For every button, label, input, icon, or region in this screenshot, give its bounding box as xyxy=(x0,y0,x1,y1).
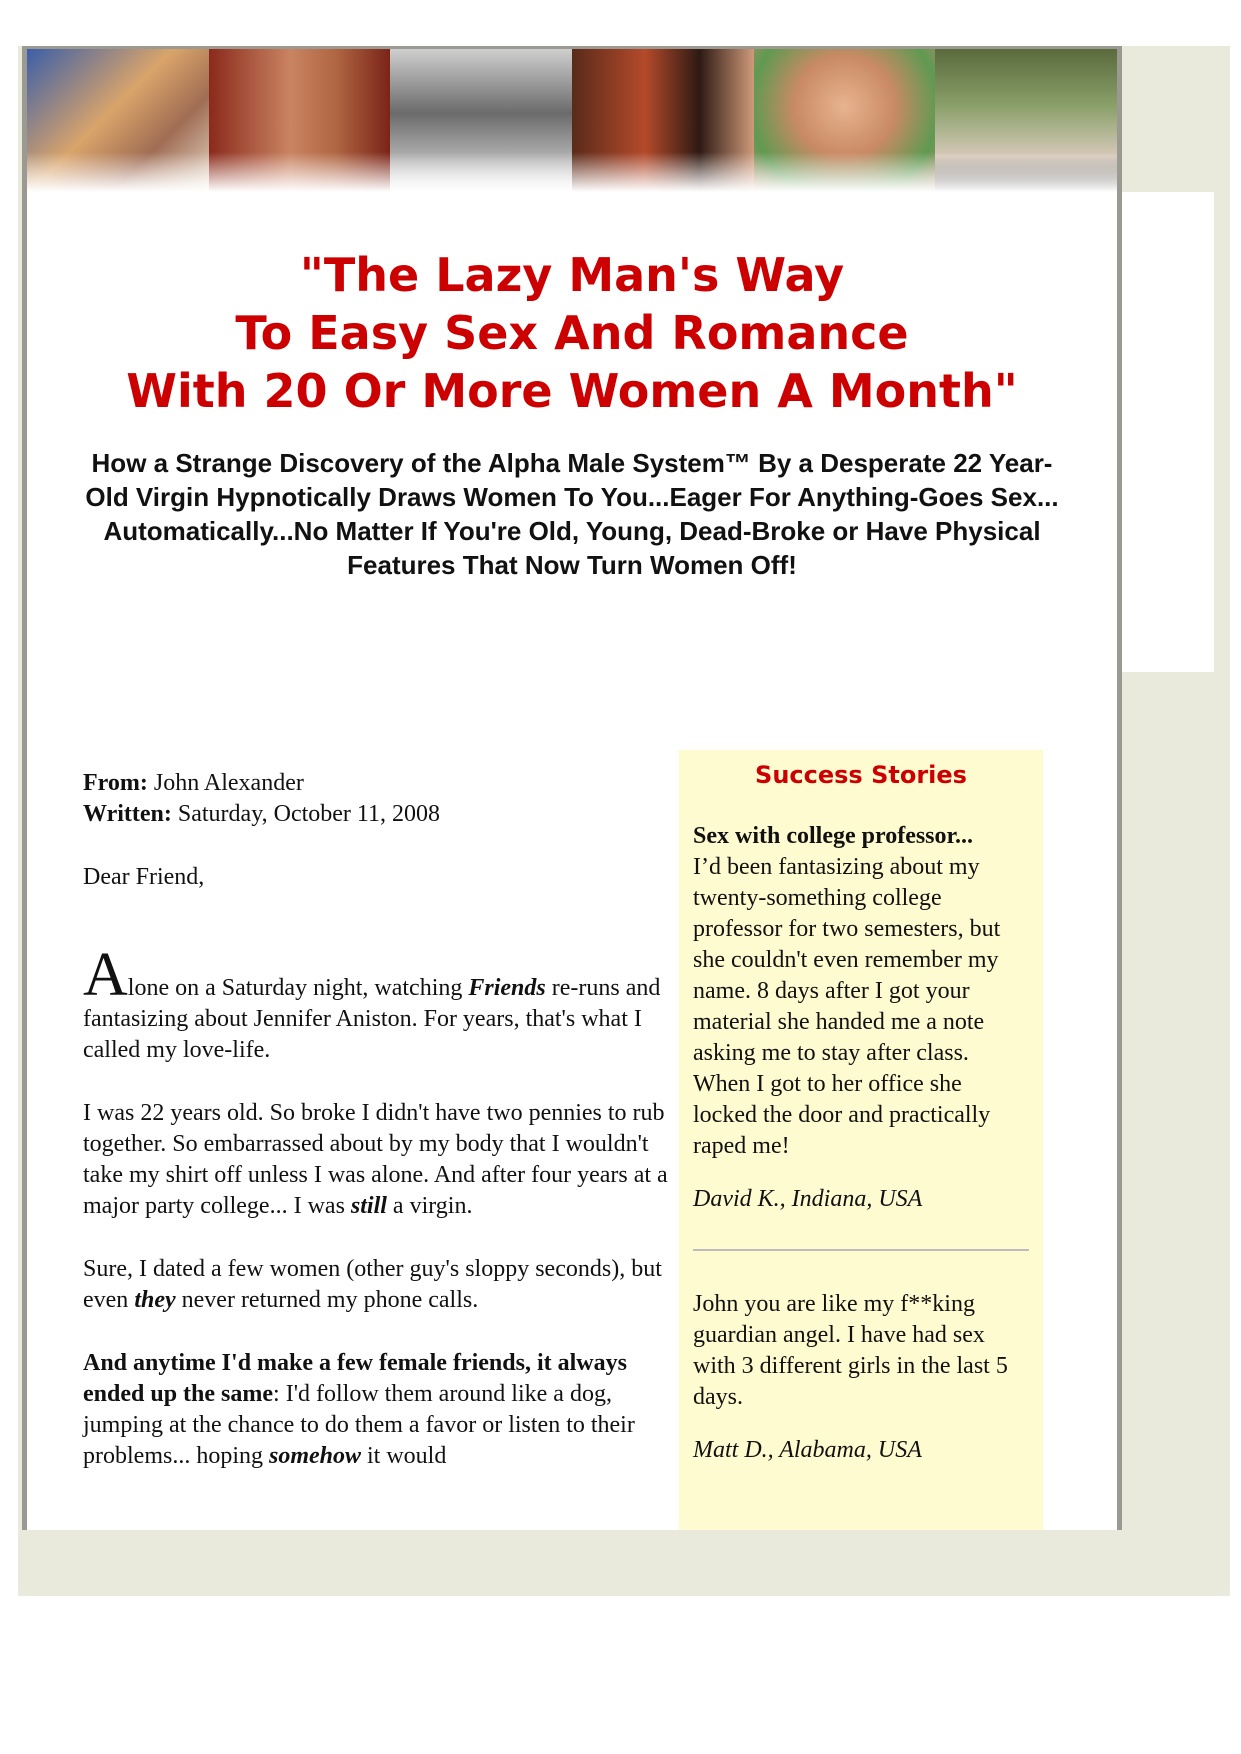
paragraph-2-text-c: a virgin. xyxy=(386,1193,473,1219)
drop-cap: A xyxy=(83,941,128,1009)
story-2-body: John you are like my f**king guardian angel. I have had sex with 3 different girls in the last 5 days. xyxy=(693,1291,1008,1410)
headline-line-3: With 20 Or More Women A Month" xyxy=(126,364,1018,418)
header-photo-3 xyxy=(390,49,572,192)
header-photo-6 xyxy=(935,49,1117,192)
paragraph-3-text-a: Sure, I dated a few women (other guy's sloppy seconds), but even xyxy=(83,1256,662,1313)
header-photo-4 xyxy=(572,49,754,192)
paragraph-2-text-a: I was 22 years old. So broke I didn't have two pennies to rub together. So embarrassed about by my body that I wouldn't take my shirt off unless I was alone. And after four years at a major party college... I was xyxy=(83,1100,668,1219)
written-label: Written: xyxy=(83,801,172,827)
background-gap xyxy=(1122,192,1214,672)
headline-line-2: To Easy Sex And Romance xyxy=(235,306,909,360)
greeting: Dear Friend, xyxy=(83,864,205,890)
paragraph-3-text-c: never returned my phone calls. xyxy=(175,1287,479,1313)
from-value: John Alexander xyxy=(147,770,304,796)
written-value: Saturday, October 11, 2008 xyxy=(171,801,441,827)
subheadline-line-3: Automatically...No Matter If You're Old, Young, Dead-Broke or Have Physical xyxy=(103,516,1041,546)
sidebar-divider xyxy=(693,1249,1029,1251)
success-stories-sidebar xyxy=(679,750,1043,1530)
paragraph-4-text-d: it would xyxy=(361,1443,447,1469)
sales-page-panel xyxy=(22,46,1122,1530)
header-photo-2 xyxy=(209,49,391,192)
paragraph-4 xyxy=(83,1348,673,1472)
paragraph-4-bold: And anytime I'd make a few female friends, it always ended up the same xyxy=(83,1350,627,1407)
subheadline-line-4: Features That Now Turn Women Off! xyxy=(347,550,797,580)
from-line xyxy=(83,768,673,799)
story-2-author: Matt D., Alabama, USA xyxy=(693,1437,922,1463)
paragraph-4-text-b: : I'd follow them around like a dog, jumping at the chance to do them a favor or listen to their problems... hoping xyxy=(83,1381,635,1469)
paragraph-3-emphasis: they xyxy=(134,1287,176,1313)
paragraph-3 xyxy=(83,1254,673,1316)
paragraph-1-text-a: lone on a Saturday night, watching xyxy=(127,975,469,1001)
sidebar-title: Success Stories xyxy=(755,761,967,789)
paragraph-1-text-c: re-runs and fantasizing about Jennifer Aniston. For years, that's what I called my love-life. xyxy=(83,975,661,1063)
story-1-author: David K., Indiana, USA xyxy=(693,1186,923,1212)
header-photo-1 xyxy=(27,49,209,192)
subheadline xyxy=(27,446,1117,582)
story-1-body: I’d been fantasizing about my twenty-something college professor for two semesters, but she couldn't even remember my name. 8 days after I got your material she handed me a note asking me to stay after class. When I got to her office she locked the door and practically raped me! xyxy=(693,854,1001,1159)
paragraph-2 xyxy=(83,1098,673,1222)
headline-line-1: "The Lazy Man's Way xyxy=(299,248,845,302)
subheadline-line-1: How a Strange Discovery of the Alpha Male System™ By a Desperate 22 Year- xyxy=(91,448,1053,478)
sales-letter xyxy=(83,768,673,1504)
headline xyxy=(27,246,1117,420)
header-photo-strip xyxy=(27,46,1117,192)
story-1-heading: Sex with college professor... xyxy=(693,823,973,849)
paragraph-1 xyxy=(83,941,673,1066)
from-label: From: xyxy=(83,770,148,796)
paragraph-4-emphasis: somehow xyxy=(269,1443,362,1469)
paragraph-1-emphasis: Friends xyxy=(468,975,546,1001)
written-line xyxy=(83,799,673,830)
header-photo-5 xyxy=(754,49,936,192)
subheadline-line-2: Old Virgin Hypnotically Draws Women To You...Eager For Anything-Goes Sex... xyxy=(85,482,1059,512)
paragraph-2-emphasis: still xyxy=(350,1193,387,1219)
